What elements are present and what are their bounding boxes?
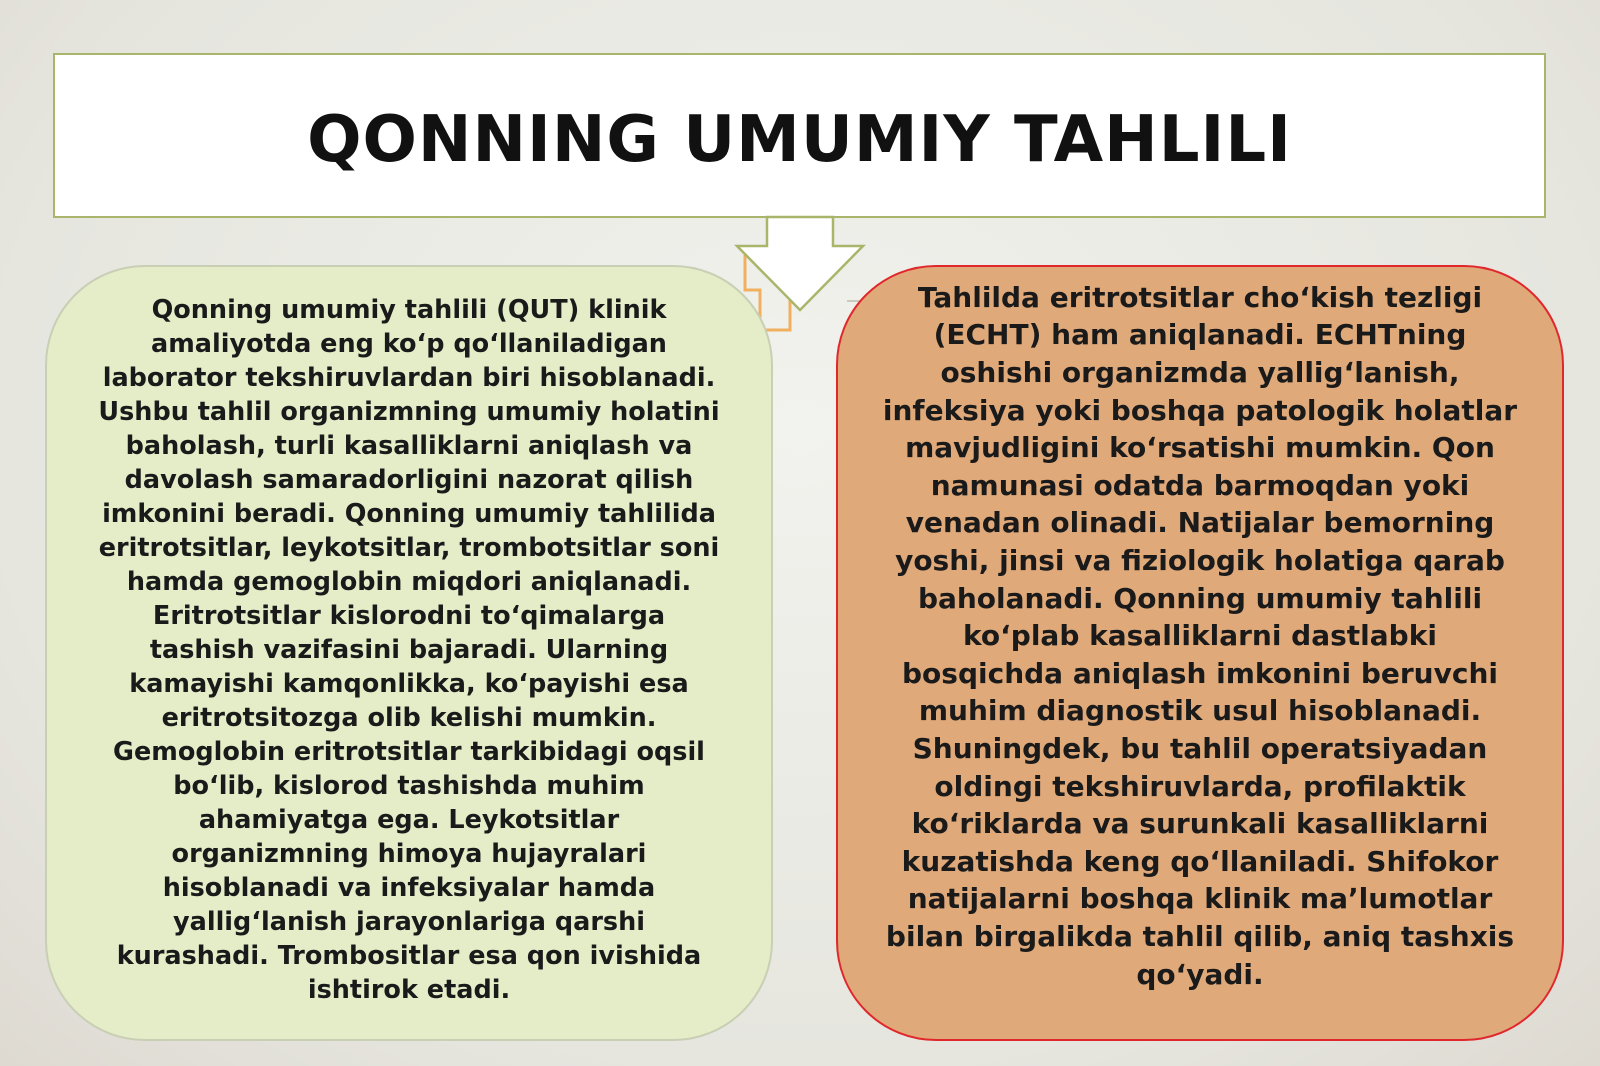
right-text-box [836, 265, 1564, 1041]
right-box-text: Tahlilda eritrotsitlar choʻkish tezligi (ECHT) ham aniqlanadi. ECHTning oshishi organizmda yalligʻlanish, infeksiya yoki boshqa patologik holatlar mavjudligini koʻrsatishi mumkin. Qon namunasi odatda barmoqdan yoki venadan olinadi. Natijalar bemorning yoshi, jinsi va fiziologik holatiga qarab baholanadi. Qonning umumiy tahlili koʻplab kasalliklarni dastlabki bosqichda aniqlash imkonini beruvchi muhim diagnostik usul hisoblanadi. Shuningdek, bu tahlil operatsiyadan oldingi tekshiruvlarda, profilaktik koʻriklarda va surunkali kasalliklarni kuzatishda keng qoʻllaniladi. Shifokor natijalarni boshqa klinik maʼlumotlar bilan birgalikda tahlil qilib, aniq tashxis qoʻyadi. [882, 280, 1518, 991]
left-box-text: Qonning umumiy tahlili (QUT) klinik amaliyotda eng koʻp qoʻllaniladigan laborator tekshiruvlardan biri hisoblanadi. Ushbu tahlil organizmning umumiy holatini baholash, turli kasalliklarni aniqlash va davolash samaradorligini nazorat qilish imkonini beradi. Qonning umumiy tahlilida eritrotsitlar, leykotsitlar, trombotsitlar soni hamda gemoglobin miqdori aniqlanadi. Eritrotsitlar kislorodni toʻqimalarga tashish vazifasini bajaradi. Ularning kamayishi kamqonlikka, koʻpayishi esa eritrotsitozga olib kelishi mumkin. Gemoglobin eritrotsitlar tarkibidagi oqsil boʻlib, kislorod tashishda muhim ahamiyatga ega. Leykotsitlar organizmning himoya hujayralari hisoblanadi va infeksiyalar hamda yalligʻlanish jarayonlariga qarshi kurashadi. Trombositlar esa qon ivishida ishtirok etadi. [98, 295, 720, 1005]
slide-title: QONNING UMUMIY TAHLILI [307, 102, 1292, 177]
down-arrow-icon [737, 217, 863, 310]
left-text-box [45, 265, 773, 1041]
